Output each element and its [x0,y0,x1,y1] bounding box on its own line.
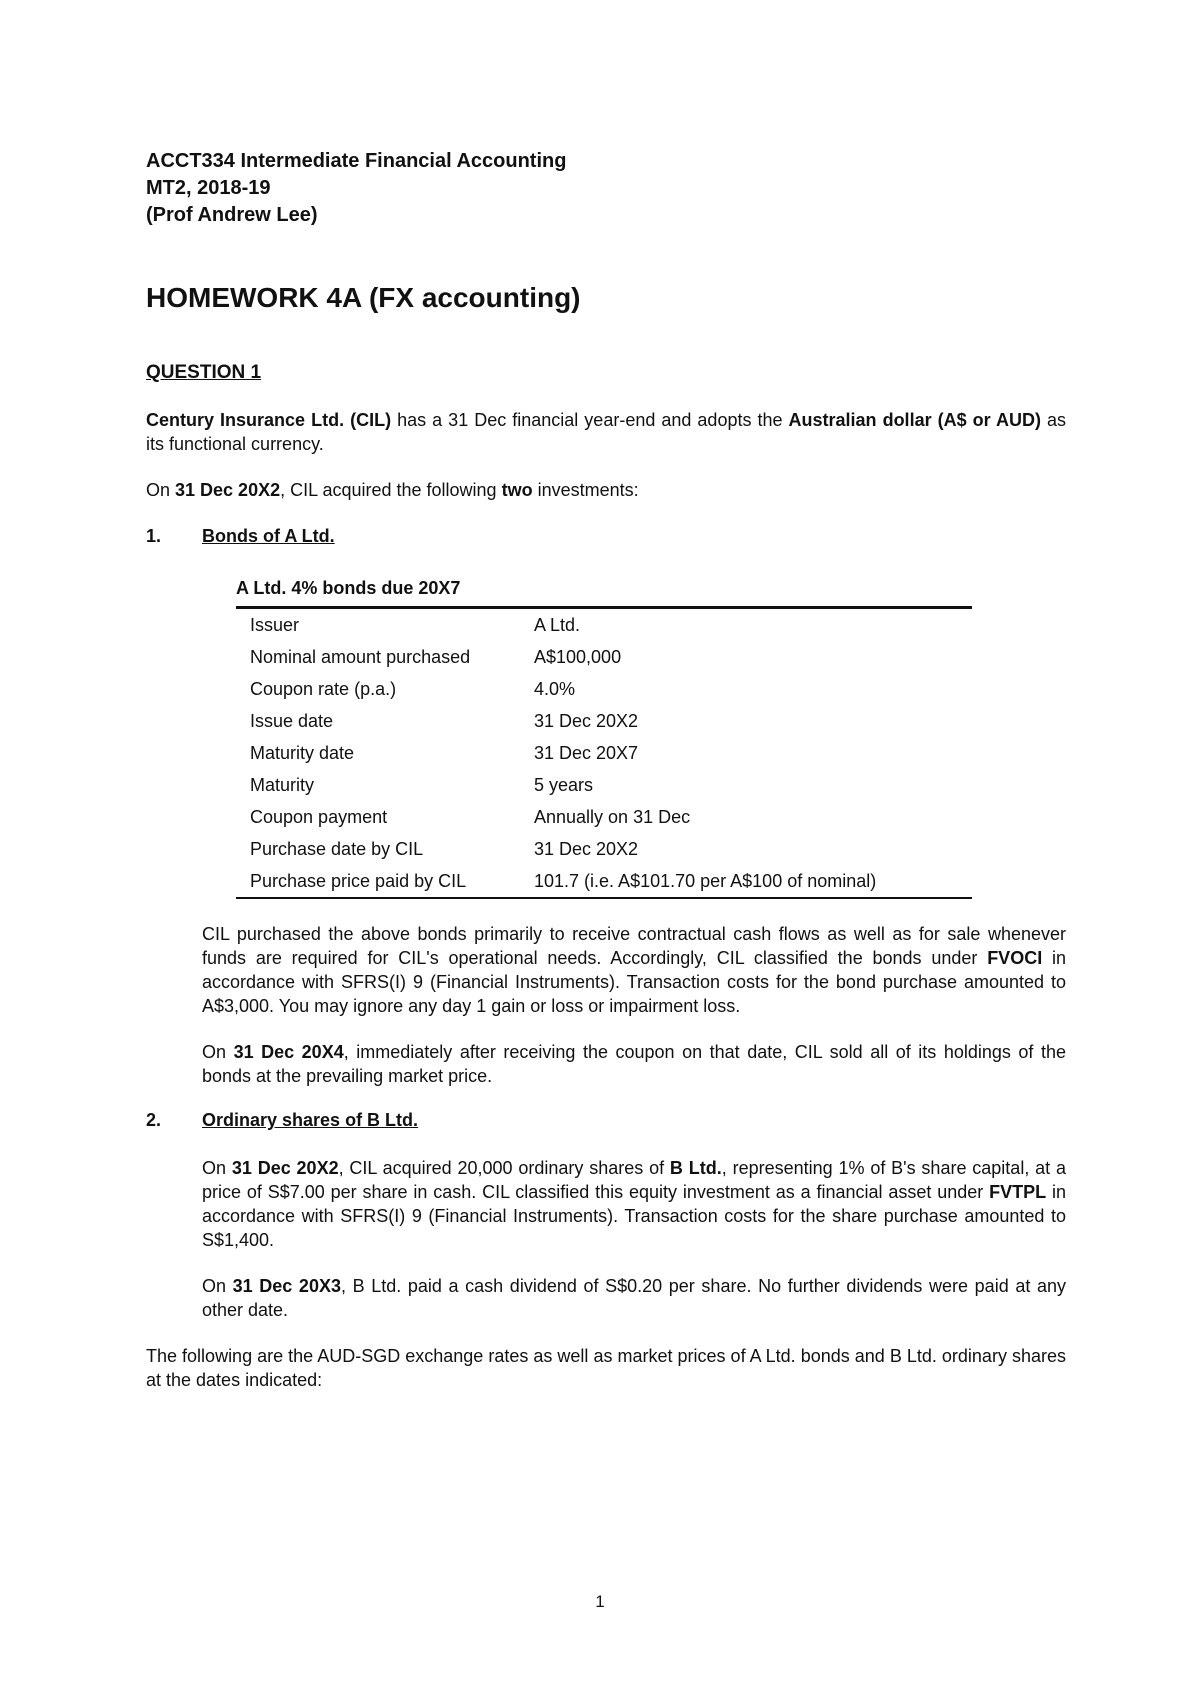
table-bottom-rule [236,897,972,899]
bond-table-row [236,769,972,801]
dividend-paragraph [202,1274,1066,1322]
share-text-a: On [202,1158,232,1178]
bond-row-value: A Ltd. [534,614,581,635]
bond-row-value: 4.0% [534,678,576,699]
bond-category: FVOCI [987,948,1043,968]
bond-classification-paragraph [202,922,1066,1018]
page-number: 1 [595,1592,605,1611]
section-2-number: 2. [146,1110,162,1130]
bond-row-label: Nominal amount purchased [250,646,471,667]
share-company: B Ltd. [669,1158,722,1178]
company-abbr: (CIL) [350,410,392,430]
course-term: MT2, 2018-19 [146,177,271,199]
bond-row-value: 101.7 (i.e. A$101.70 per A$100 of nominal) [534,870,877,891]
bond-row-label: Maturity [250,774,315,795]
bond-row-value: 31 Dec 20X7 [534,742,639,763]
share-acquisition-paragraph [202,1156,1066,1252]
bond-row-label: Maturity date [250,742,355,763]
share-text-c: , representing 1% of B's share capital, at a price of S$7.00 per share in cash. CIL classified this equity investment as a financial asset under [202,1158,1066,1202]
functional-currency: Australian dollar (A$ or AUD) [788,410,1041,430]
bond-table-row [236,705,972,737]
course-header [146,148,566,229]
bond-row-label: Coupon rate (p.a.) [250,678,397,699]
bond-table-row [236,673,972,705]
bond-table-row [236,737,972,769]
bond-table-row [236,641,972,673]
bond-row-label: Purchase price paid by CIL [250,870,467,891]
div-text-b: , B Ltd. paid a cash dividend of S$0.20 per share. No further dividends were paid at any other date. [202,1276,1066,1320]
bond-table-caption: A Ltd. 4% bonds due 20X7 [236,578,461,598]
bond-para-text-b: in accordance with SFRS(I) 9 (Financial Instruments). Transaction costs for the bond purchase amounted to A$3,000. You may ignore any day 1 gain or loss or impairment loss. [202,948,1067,1016]
sale-text-b: , immediately after receiving the coupon on that date, CIL sold all of its holdings of the bonds at the prevailing market price. [202,1042,1066,1086]
share-text-d: in accordance with SFRS(I) 9 (Financial Instruments). Transaction costs for the share purchase amounted to S$1,400. [202,1182,1066,1250]
acq-text-b: , CIL acquired the following [280,480,502,500]
bond-table-row [236,609,972,641]
bond-table-row [236,801,972,833]
sale-date: 31 Dec 20X4 [233,1042,344,1062]
share-category: FVTPL [989,1182,1047,1202]
section-1-number: 1. [146,526,162,546]
bond-table-row [236,865,972,897]
acq-count: two [501,480,533,500]
div-text-a: On [202,1276,233,1296]
acq-date: 31 Dec 20X2 [175,480,281,500]
acquisition-paragraph [146,478,1066,502]
course-instructor: (Prof Andrew Lee) [146,204,318,226]
bond-row-label: Coupon payment [250,806,388,827]
homework-title: HOMEWORK 4A (FX accounting) [146,282,581,313]
bond-sale-paragraph [202,1040,1066,1088]
bond-row-value: 31 Dec 20X2 [534,838,639,859]
bond-row-value: A$100,000 [534,646,622,667]
bond-row-value: Annually on 31 Dec [534,806,691,827]
acq-text-a: On [146,480,176,500]
section-2-title: Ordinary shares of B Ltd. [202,1110,419,1130]
intro-text-b: as its functional currency. [146,410,1066,454]
sale-text-a: On [202,1042,234,1062]
intro-text-a: has a 31 Dec financial year-end and adopts the [391,410,789,430]
share-date: 31 Dec 20X2 [231,1158,339,1178]
course-title: ACCT334 Intermediate Financial Accounting [146,150,567,172]
bond-row-value: 31 Dec 20X2 [534,710,639,731]
bond-table-row [236,833,972,865]
bond-para-text-a: CIL purchased the above bonds primarily to receive contractual cash flows as well as for sale whenever funds are required for CIL's operational needs. Accordingly, CIL classified the bonds under [202,924,1066,968]
acq-text-c: investments: [532,480,639,500]
bond-details-table [236,578,972,899]
bond-row-value: 5 years [534,774,594,795]
closing-paragraph: The following are the AUD-SGD exchange rates as well as market prices of A Ltd. bonds and B Ltd. ordinary shares at the dates indicated: [146,1346,1066,1390]
bond-row-label: Issuer [250,614,300,635]
bond-row-label: Purchase date by CIL [250,838,424,859]
intro-paragraph [146,408,1066,456]
div-date: 31 Dec 20X3 [232,1276,341,1296]
share-text-b: , CIL acquired 20,000 ordinary shares of [338,1158,670,1178]
question-heading: QUESTION 1 [146,362,262,383]
section-1-title: Bonds of A Ltd. [202,526,335,546]
bond-row-label: Issue date [250,710,334,731]
company-name: Century Insurance Ltd. [146,410,345,430]
